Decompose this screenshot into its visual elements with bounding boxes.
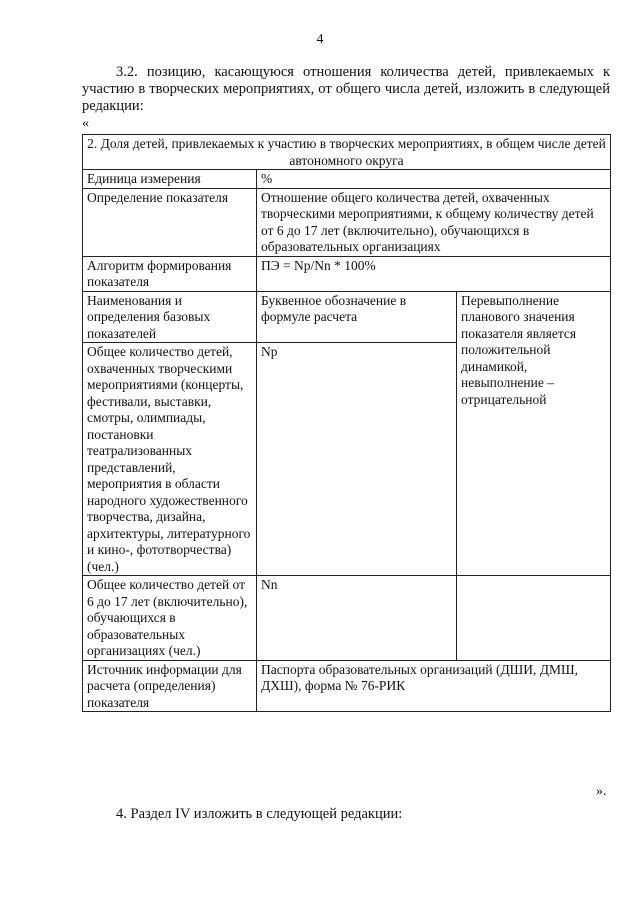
algorithm-label: Алгоритм формирования показателя (83, 256, 257, 291)
table-row (83, 188, 611, 256)
base-indicator-name: Общее количество детей от 6 до 17 лет (включительно), обучающихся в образовательных организациях (чел.) (83, 576, 257, 661)
section4-paragraph: 4. Раздел IV изложить в следующей редакции: (116, 806, 403, 822)
table-row (83, 291, 611, 343)
indicator-table (82, 134, 611, 712)
algorithm-value: ПЭ = Np/Nn * 100% (257, 256, 611, 291)
table-row (83, 660, 611, 712)
dynamics-note: Перевыполнение планового значения показателя является положительной динамикой, невыполнение – отрицательной (457, 291, 611, 576)
table-row (83, 576, 611, 661)
intro-paragraph: 3.2. позицию, касающуюся отношения количества детей, привлекаемых к участию в творческих мероприятиях, от общего числа детей, изложить в следующей редакции: (82, 64, 610, 114)
base-indicator-symbol: Nn (257, 576, 457, 661)
base-indicator-name: Общее количество детей, охваченных творческими мероприятиями (концерты, фестивали, выставки, смотры, олимпиады, постановки театрализованных представлений, мероприятия в области народного художественного творчества, дизайна, архитектуры, литературного и кино-, фототворчества) (чел.) (83, 343, 257, 576)
open-quote: « (82, 116, 89, 131)
source-value: Паспорта образовательных организаций (ДШИ, ДМШ, ДХШ), форма № 76-РИК (257, 660, 611, 712)
empty-cell (457, 576, 611, 661)
table-title-row (83, 135, 611, 170)
table-title: 2. Доля детей, привлекаемых к участию в творческих мероприятиях, в общем числе детей автономного округа (83, 135, 611, 170)
source-label: Источник информации для расчета (определения) показателя (83, 660, 257, 712)
base-names-label: Наименования и определения базовых показателей (83, 291, 257, 343)
unit-label: Единица измерения (83, 170, 257, 189)
table-row (83, 170, 611, 189)
letter-designation-label: Буквенное обозначение в формуле расчета (257, 291, 457, 343)
table-row (83, 256, 611, 291)
close-quote: ». (596, 784, 607, 799)
definition-value: Отношение общего количества детей, охваченных творческими мероприятиями, к общему количеству детей от 6 до 17 лет (включительно), обучающихся в образовательных организациях (257, 188, 611, 256)
definition-label: Определение показателя (83, 188, 257, 256)
page-number: 4 (316, 32, 324, 47)
base-indicator-symbol: Np (257, 343, 457, 576)
unit-value: % (257, 170, 611, 189)
